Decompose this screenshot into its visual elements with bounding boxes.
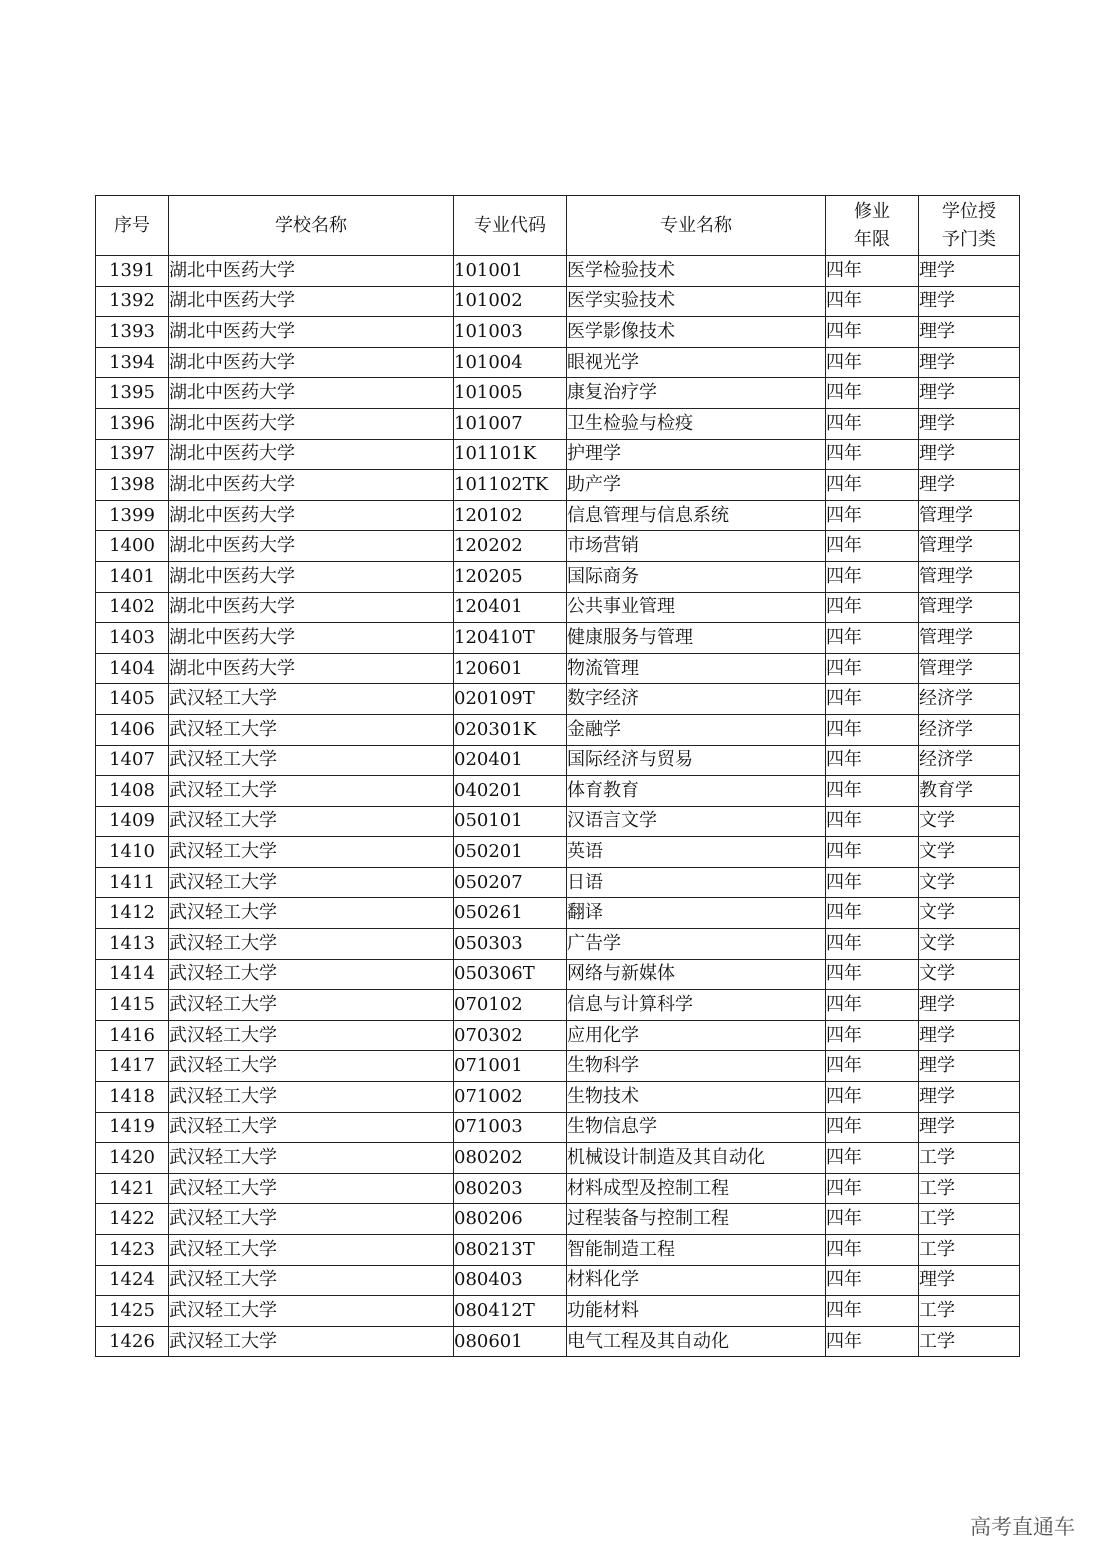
- cell-code: 071001: [454, 1051, 567, 1082]
- cell-code: 101001: [454, 256, 567, 287]
- table-row: [96, 929, 1020, 960]
- cell-no: 1410: [96, 837, 169, 868]
- cell-major: 医学影像技术: [567, 317, 826, 348]
- cell-school: 湖北中医药大学: [169, 286, 454, 317]
- cell-degree-category: 理学: [919, 1265, 1020, 1296]
- cell-school: 武汉轻工大学: [169, 1173, 454, 1204]
- table-row: [96, 959, 1020, 990]
- cell-degree-category: 文学: [919, 867, 1020, 898]
- cell-degree-category: 理学: [919, 470, 1020, 501]
- table-row: [96, 256, 1020, 287]
- cell-code: 080412T: [454, 1296, 567, 1327]
- cell-years: 四年: [826, 592, 919, 623]
- cell-code: 070102: [454, 990, 567, 1021]
- cell-years: 四年: [826, 1326, 919, 1357]
- cell-school: 武汉轻工大学: [169, 929, 454, 960]
- cell-no: 1422: [96, 1204, 169, 1235]
- cell-degree-category: 工学: [919, 1326, 1020, 1357]
- cell-years: 四年: [826, 867, 919, 898]
- table-row: [96, 1296, 1020, 1327]
- cell-code: 080202: [454, 1143, 567, 1174]
- table-row: [96, 408, 1020, 439]
- cell-code: 101005: [454, 378, 567, 409]
- cell-code: 080601: [454, 1326, 567, 1357]
- table-row: [96, 684, 1020, 715]
- cell-school: 武汉轻工大学: [169, 1051, 454, 1082]
- cell-major: 护理学: [567, 439, 826, 470]
- cell-code: 080403: [454, 1265, 567, 1296]
- cell-no: 1404: [96, 653, 169, 684]
- cell-degree-category: 文学: [919, 806, 1020, 837]
- cell-school: 湖北中医药大学: [169, 470, 454, 501]
- cell-years: 四年: [826, 256, 919, 287]
- cell-years: 四年: [826, 347, 919, 378]
- cell-school: 武汉轻工大学: [169, 1112, 454, 1143]
- cell-no: 1416: [96, 1020, 169, 1051]
- cell-code: 120102: [454, 500, 567, 531]
- cell-major: 眼视光学: [567, 347, 826, 378]
- cell-school: 武汉轻工大学: [169, 898, 454, 929]
- cell-no: 1418: [96, 1082, 169, 1113]
- table-row: [96, 1265, 1020, 1296]
- majors-table: [95, 195, 1020, 1357]
- cell-school: 湖北中医药大学: [169, 408, 454, 439]
- table-row: [96, 776, 1020, 807]
- cell-degree-category: 文学: [919, 837, 1020, 868]
- cell-degree-category: 管理学: [919, 653, 1020, 684]
- cell-no: 1411: [96, 867, 169, 898]
- cell-code: 080213T: [454, 1235, 567, 1266]
- cell-no: 1398: [96, 470, 169, 501]
- cell-code: 120205: [454, 561, 567, 592]
- table-row: [96, 347, 1020, 378]
- cell-school: 武汉轻工大学: [169, 1296, 454, 1327]
- cell-degree-category: 理学: [919, 378, 1020, 409]
- cell-school: 湖北中医药大学: [169, 317, 454, 348]
- cell-years: 四年: [826, 898, 919, 929]
- cell-code: 120601: [454, 653, 567, 684]
- cell-school: 湖北中医药大学: [169, 439, 454, 470]
- cell-degree-category: 工学: [919, 1296, 1020, 1327]
- cell-years: 四年: [826, 776, 919, 807]
- cell-years: 四年: [826, 1173, 919, 1204]
- cell-years: 四年: [826, 837, 919, 868]
- table-body: [96, 256, 1020, 1357]
- cell-years: 四年: [826, 990, 919, 1021]
- cell-school: 武汉轻工大学: [169, 1265, 454, 1296]
- cell-code: 080203: [454, 1173, 567, 1204]
- cell-major: 医学实验技术: [567, 286, 826, 317]
- cell-code: 101102TK: [454, 470, 567, 501]
- cell-years: 四年: [826, 561, 919, 592]
- cell-no: 1395: [96, 378, 169, 409]
- cell-school: 武汉轻工大学: [169, 714, 454, 745]
- cell-degree-category: 理学: [919, 990, 1020, 1021]
- cell-major: 健康服务与管理: [567, 623, 826, 654]
- cell-school: 湖北中医药大学: [169, 378, 454, 409]
- cell-school: 武汉轻工大学: [169, 1020, 454, 1051]
- cell-major: 日语: [567, 867, 826, 898]
- table-row: [96, 1020, 1020, 1051]
- cell-no: 1413: [96, 929, 169, 960]
- cell-degree-category: 经济学: [919, 684, 1020, 715]
- cell-years: 四年: [826, 317, 919, 348]
- cell-school: 武汉轻工大学: [169, 745, 454, 776]
- cell-school: 湖北中医药大学: [169, 653, 454, 684]
- cell-degree-category: 理学: [919, 1112, 1020, 1143]
- cell-major: 翻译: [567, 898, 826, 929]
- header-school: 学校名称: [169, 196, 454, 256]
- cell-major: 过程装备与控制工程: [567, 1204, 826, 1235]
- cell-degree-category: 管理学: [919, 531, 1020, 562]
- table-row: [96, 1204, 1020, 1235]
- table-row: [96, 1112, 1020, 1143]
- table-row: [96, 1051, 1020, 1082]
- cell-major: 网络与新媒体: [567, 959, 826, 990]
- cell-no: 1394: [96, 347, 169, 378]
- cell-degree-category: 经济学: [919, 714, 1020, 745]
- cell-degree-category: 理学: [919, 256, 1020, 287]
- cell-school: 武汉轻工大学: [169, 1326, 454, 1357]
- cell-major: 公共事业管理: [567, 592, 826, 623]
- cell-years: 四年: [826, 1143, 919, 1174]
- cell-major: 卫生检验与检疫: [567, 408, 826, 439]
- header-years: [826, 196, 919, 256]
- table-row: [96, 439, 1020, 470]
- cell-degree-category: 工学: [919, 1173, 1020, 1204]
- cell-no: 1405: [96, 684, 169, 715]
- cell-degree-category: 理学: [919, 317, 1020, 348]
- cell-years: 四年: [826, 1112, 919, 1143]
- cell-no: 1403: [96, 623, 169, 654]
- cell-degree-category: 管理学: [919, 500, 1020, 531]
- cell-no: 1417: [96, 1051, 169, 1082]
- cell-major: 汉语言文学: [567, 806, 826, 837]
- cell-major: 信息与计算科学: [567, 990, 826, 1021]
- table-row: [96, 1143, 1020, 1174]
- table-row: [96, 745, 1020, 776]
- table-row: [96, 592, 1020, 623]
- cell-no: 1402: [96, 592, 169, 623]
- cell-major: 材料成型及控制工程: [567, 1173, 826, 1204]
- cell-major: 应用化学: [567, 1020, 826, 1051]
- cell-major: 智能制造工程: [567, 1235, 826, 1266]
- cell-no: 1415: [96, 990, 169, 1021]
- cell-school: 湖北中医药大学: [169, 500, 454, 531]
- cell-code: 020109T: [454, 684, 567, 715]
- cell-no: 1392: [96, 286, 169, 317]
- table-row: [96, 470, 1020, 501]
- cell-code: 050101: [454, 806, 567, 837]
- cell-major: 金融学: [567, 714, 826, 745]
- cell-years: 四年: [826, 806, 919, 837]
- cell-no: 1420: [96, 1143, 169, 1174]
- cell-school: 武汉轻工大学: [169, 1235, 454, 1266]
- table-row: [96, 1235, 1020, 1266]
- cell-no: 1406: [96, 714, 169, 745]
- cell-school: 武汉轻工大学: [169, 990, 454, 1021]
- cell-code: 050303: [454, 929, 567, 960]
- cell-school: 武汉轻工大学: [169, 837, 454, 868]
- cell-no: 1391: [96, 256, 169, 287]
- cell-school: 湖北中医药大学: [169, 347, 454, 378]
- cell-years: 四年: [826, 439, 919, 470]
- cell-years: 四年: [826, 684, 919, 715]
- header-degree-category: [919, 196, 1020, 256]
- cell-degree-category: 理学: [919, 1051, 1020, 1082]
- cell-no: 1425: [96, 1296, 169, 1327]
- cell-degree-category: 理学: [919, 1020, 1020, 1051]
- cell-school: 湖北中医药大学: [169, 561, 454, 592]
- cell-code: 101101K: [454, 439, 567, 470]
- cell-no: 1396: [96, 408, 169, 439]
- table-row: [96, 561, 1020, 592]
- cell-major: 材料化学: [567, 1265, 826, 1296]
- cell-years: 四年: [826, 500, 919, 531]
- table-row: [96, 1173, 1020, 1204]
- table-row: [96, 714, 1020, 745]
- cell-years: 四年: [826, 470, 919, 501]
- cell-major: 数字经济: [567, 684, 826, 715]
- cell-school: 湖北中医药大学: [169, 592, 454, 623]
- table-row: [96, 317, 1020, 348]
- cell-no: 1423: [96, 1235, 169, 1266]
- cell-degree-category: 文学: [919, 929, 1020, 960]
- cell-code: 050201: [454, 837, 567, 868]
- cell-code: 071003: [454, 1112, 567, 1143]
- cell-years: 四年: [826, 286, 919, 317]
- table-row: [96, 531, 1020, 562]
- cell-degree-category: 管理学: [919, 592, 1020, 623]
- cell-code: 050306T: [454, 959, 567, 990]
- header-code: 专业代码: [454, 196, 567, 256]
- cell-no: 1397: [96, 439, 169, 470]
- cell-school: 武汉轻工大学: [169, 1204, 454, 1235]
- cell-major: 国际经济与贸易: [567, 745, 826, 776]
- cell-no: 1408: [96, 776, 169, 807]
- cell-school: 武汉轻工大学: [169, 867, 454, 898]
- cell-school: 武汉轻工大学: [169, 1082, 454, 1113]
- table-row: [96, 653, 1020, 684]
- cell-degree-category: 文学: [919, 959, 1020, 990]
- cell-code: 050207: [454, 867, 567, 898]
- table-row: [96, 806, 1020, 837]
- cell-major: 机械设计制造及其自动化: [567, 1143, 826, 1174]
- cell-years: 四年: [826, 1082, 919, 1113]
- header-years-line2: 年限: [854, 228, 890, 250]
- cell-no: 1409: [96, 806, 169, 837]
- table-row: [96, 286, 1020, 317]
- cell-years: 四年: [826, 959, 919, 990]
- cell-years: 四年: [826, 531, 919, 562]
- cell-code: 120401: [454, 592, 567, 623]
- cell-code: 101002: [454, 286, 567, 317]
- cell-degree-category: 理学: [919, 1082, 1020, 1113]
- cell-no: 1399: [96, 500, 169, 531]
- header-cat-line2: 予门类: [942, 228, 996, 250]
- cell-years: 四年: [826, 653, 919, 684]
- cell-code: 020301K: [454, 714, 567, 745]
- header-major: 专业名称: [567, 196, 826, 256]
- cell-degree-category: 教育学: [919, 776, 1020, 807]
- cell-degree-category: 经济学: [919, 745, 1020, 776]
- cell-major: 信息管理与信息系统: [567, 500, 826, 531]
- cell-degree-category: 工学: [919, 1235, 1020, 1266]
- cell-degree-category: 管理学: [919, 561, 1020, 592]
- cell-code: 101003: [454, 317, 567, 348]
- cell-code: 101004: [454, 347, 567, 378]
- table-row: [96, 500, 1020, 531]
- cell-school: 武汉轻工大学: [169, 806, 454, 837]
- cell-years: 四年: [826, 714, 919, 745]
- cell-no: 1412: [96, 898, 169, 929]
- table-row: [96, 837, 1020, 868]
- cell-major: 物流管理: [567, 653, 826, 684]
- cell-no: 1421: [96, 1173, 169, 1204]
- cell-major: 功能材料: [567, 1296, 826, 1327]
- cell-major: 英语: [567, 837, 826, 868]
- cell-degree-category: 理学: [919, 408, 1020, 439]
- cell-school: 湖北中医药大学: [169, 256, 454, 287]
- cell-school: 湖北中医药大学: [169, 623, 454, 654]
- cell-school: 湖北中医药大学: [169, 531, 454, 562]
- cell-major: 助产学: [567, 470, 826, 501]
- cell-code: 080206: [454, 1204, 567, 1235]
- cell-major: 国际商务: [567, 561, 826, 592]
- cell-no: 1424: [96, 1265, 169, 1296]
- table-row: [96, 867, 1020, 898]
- header-no: 序号: [96, 196, 169, 256]
- cell-degree-category: 文学: [919, 898, 1020, 929]
- table-row: [96, 990, 1020, 1021]
- table-row: [96, 1326, 1020, 1357]
- cell-years: 四年: [826, 745, 919, 776]
- cell-major: 电气工程及其自动化: [567, 1326, 826, 1357]
- cell-code: 101007: [454, 408, 567, 439]
- cell-years: 四年: [826, 1051, 919, 1082]
- cell-school: 武汉轻工大学: [169, 684, 454, 715]
- header-years-line1: 修业: [854, 200, 890, 222]
- cell-major: 医学检验技术: [567, 256, 826, 287]
- cell-code: 071002: [454, 1082, 567, 1113]
- watermark: 高考直通车: [970, 1515, 1075, 1539]
- cell-major: 广告学: [567, 929, 826, 960]
- cell-degree-category: 工学: [919, 1143, 1020, 1174]
- cell-code: 120410T: [454, 623, 567, 654]
- header-row: [96, 196, 1020, 256]
- cell-degree-category: 理学: [919, 439, 1020, 470]
- cell-no: 1400: [96, 531, 169, 562]
- cell-degree-category: 管理学: [919, 623, 1020, 654]
- cell-major: 康复治疗学: [567, 378, 826, 409]
- cell-code: 050261: [454, 898, 567, 929]
- table-row: [96, 378, 1020, 409]
- cell-code: 040201: [454, 776, 567, 807]
- cell-major: 体育教育: [567, 776, 826, 807]
- cell-no: 1414: [96, 959, 169, 990]
- cell-degree-category: 理学: [919, 347, 1020, 378]
- cell-no: 1426: [96, 1326, 169, 1357]
- cell-school: 武汉轻工大学: [169, 776, 454, 807]
- cell-years: 四年: [826, 1296, 919, 1327]
- cell-years: 四年: [826, 1265, 919, 1296]
- cell-major: 生物信息学: [567, 1112, 826, 1143]
- cell-years: 四年: [826, 378, 919, 409]
- cell-code: 120202: [454, 531, 567, 562]
- cell-major: 生物科学: [567, 1051, 826, 1082]
- cell-years: 四年: [826, 1235, 919, 1266]
- cell-major: 市场营销: [567, 531, 826, 562]
- cell-no: 1401: [96, 561, 169, 592]
- cell-years: 四年: [826, 1204, 919, 1235]
- table-row: [96, 623, 1020, 654]
- cell-years: 四年: [826, 1020, 919, 1051]
- cell-no: 1407: [96, 745, 169, 776]
- cell-degree-category: 理学: [919, 286, 1020, 317]
- cell-years: 四年: [826, 623, 919, 654]
- cell-code: 070302: [454, 1020, 567, 1051]
- cell-no: 1393: [96, 317, 169, 348]
- cell-school: 武汉轻工大学: [169, 959, 454, 990]
- table-row: [96, 1082, 1020, 1113]
- cell-years: 四年: [826, 408, 919, 439]
- cell-code: 020401: [454, 745, 567, 776]
- cell-school: 武汉轻工大学: [169, 1143, 454, 1174]
- cell-major: 生物技术: [567, 1082, 826, 1113]
- cell-years: 四年: [826, 929, 919, 960]
- cell-no: 1419: [96, 1112, 169, 1143]
- table-row: [96, 898, 1020, 929]
- cell-degree-category: 工学: [919, 1204, 1020, 1235]
- header-cat-line1: 学位授: [942, 200, 996, 222]
